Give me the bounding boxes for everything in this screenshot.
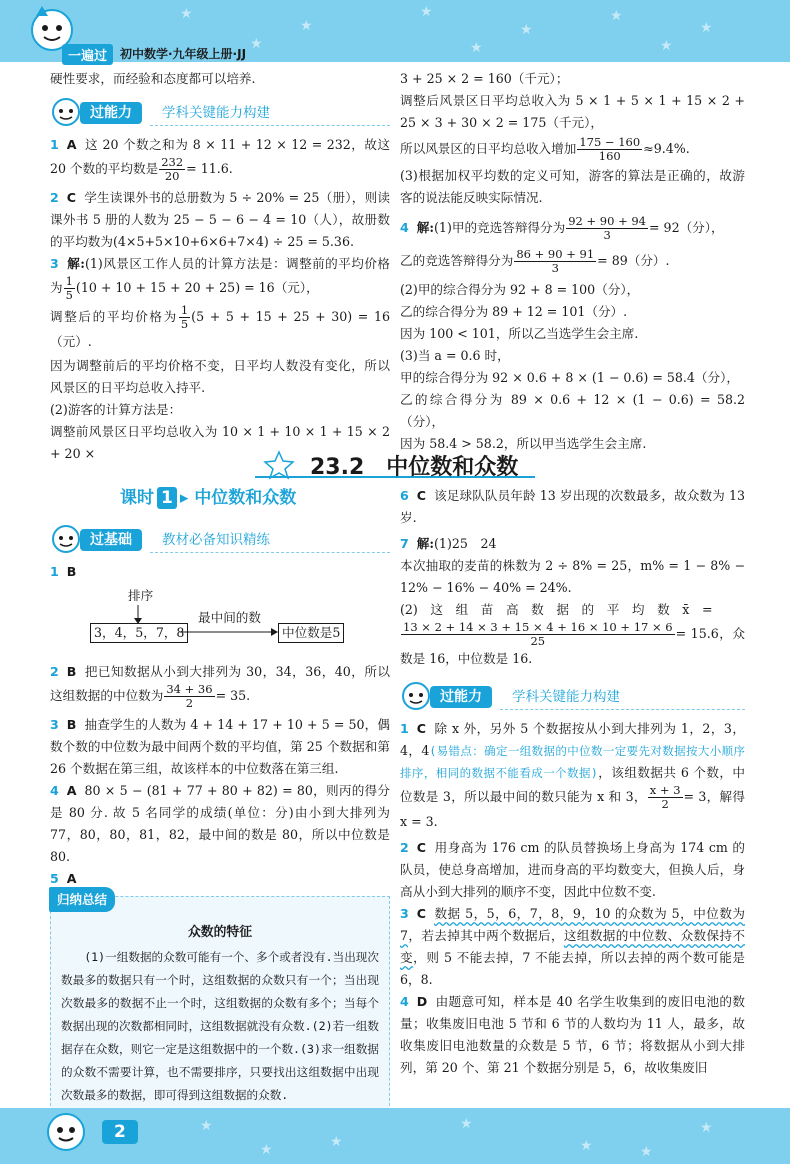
star-decoration-icon: ★	[700, 20, 713, 36]
answer-letter: D	[416, 994, 428, 1009]
fraction-denominator: 160	[598, 149, 621, 163]
star-decoration-icon: ★	[420, 4, 433, 20]
error-tip: (易错点：确定一组数据的中位数一定要先对数据按大小顺序排序，相同的数据不能看成一个数据)	[400, 744, 746, 780]
fraction	[566, 215, 648, 242]
q3-line-4: (2)游客的计算方法是：	[50, 402, 182, 417]
answer-letter: C	[66, 190, 77, 205]
summary-title: 众数的特征	[188, 925, 252, 940]
fraction	[64, 275, 75, 302]
star-decoration-icon: ★	[640, 1144, 653, 1160]
middle-number-label: 最中间的数	[198, 610, 261, 625]
fraction	[164, 683, 214, 710]
question-number: 1	[400, 721, 409, 736]
question-number: 4	[50, 783, 59, 798]
q4-line-8: 乙的综合得分为 89 × 0.6 + 12 × (1 − 0.6) = 58.2（分），	[400, 392, 745, 429]
question-number: 2	[50, 190, 59, 205]
summary-box	[50, 892, 390, 1116]
banner-subtitle: 教材必备知识精练	[162, 532, 270, 548]
answer-text: ≈9.4%.	[643, 141, 690, 156]
q4-line-3: (2)甲的综合得分为 92 + 8 = 100（分），	[400, 282, 640, 297]
ability-banner	[50, 94, 390, 128]
answer-text: (10 + 10 + 15 + 20 + 25) = 16（元），	[75, 280, 319, 295]
banner-divider	[150, 125, 390, 126]
sort-label: 排序	[128, 588, 154, 603]
q4-line-5: 因为 100 < 101，所以乙当选学生会主席.	[400, 326, 639, 341]
q3-line-2	[50, 304, 390, 353]
question-6	[400, 485, 745, 529]
star-decoration-icon: ★	[700, 1120, 713, 1136]
median-result-box: 中位数是5	[278, 623, 344, 643]
star-decoration-icon: ★	[580, 1138, 593, 1154]
answer-text: 用身高为 176 cm 的队员替换场上身高为 174 cm 的队员，使总身高增加，进而身高的平均数变大，但换人后，身高从小到大排列的顺序不变，因此中位数不变.	[400, 840, 745, 899]
basics-banner	[50, 521, 390, 555]
question-3	[50, 714, 390, 780]
answer-text: 把已知数据从小到大排列为 30，34，36，40，所以这组数据的中位数为	[50, 664, 390, 703]
q4-line-4: 乙的综合得分为 89 + 12 = 101（分）.	[400, 304, 628, 319]
median-diagram	[50, 585, 390, 657]
fraction	[159, 156, 185, 183]
fraction	[401, 621, 675, 648]
answer-text: (1)风景区工作人员的计算方法是：调整前的平均价格为	[50, 256, 390, 295]
star-decoration-icon: ★	[660, 38, 673, 54]
fraction-numerator: 1	[65, 274, 73, 288]
ability-question-2	[400, 837, 745, 903]
answer-text: (1)25 24	[434, 536, 497, 551]
answer-letter: B	[66, 664, 77, 679]
answer-text: 调整后的平均价格为	[50, 309, 178, 324]
answer-letter: C	[416, 840, 427, 855]
answer-text: = 92（分），	[649, 220, 724, 235]
question-number: 3	[50, 717, 59, 732]
fraction-numerator: 175 − 160	[579, 135, 641, 149]
answer-text: = 35.	[215, 688, 251, 703]
star-decoration-icon: ★	[470, 40, 483, 56]
answer-letter: C	[416, 721, 427, 736]
question-number: 2	[50, 664, 59, 679]
question-4	[50, 780, 390, 868]
answer-letter: A	[66, 783, 77, 798]
q4-line-2	[400, 248, 745, 275]
lesson-title	[50, 485, 390, 517]
fraction-denominator: 2	[661, 797, 669, 811]
section-name: 中位数和众数	[386, 455, 519, 480]
conclusion-line: (3)根据加权平均数的定义可知，游客的算法是正确的，故游客的说法能反映实际情况.	[400, 168, 745, 205]
star-decoration-icon: ★	[300, 18, 313, 34]
answer-text: 除 x 外，另外 5 个数据按从小到大排列为 1，2，3，4，4	[400, 721, 745, 758]
question-1	[50, 134, 390, 183]
question-number: 1	[50, 137, 59, 152]
section-heading	[310, 450, 518, 481]
play-arrow-icon: ▸	[179, 488, 189, 508]
banner-subtitle: 学科关键能力构建	[512, 689, 620, 705]
answer-text: 学生读课外书的总册数为 5 ÷ 20% = 25（册），则读课外书 5 册的人数为 25 − 5 − 6 − 4 = 10（人），故册数的平均数为(4×5+5×10+6×6+7×4) ÷ 25 = 5.36.	[50, 190, 390, 249]
answer-text: = 11.6.	[186, 161, 233, 176]
star-decoration-icon: ★	[260, 1142, 273, 1158]
q7-line-3: (2) 这 组 苗 高 数 据 的 平 均 数 x̄ =	[400, 602, 713, 617]
question-number: 3	[400, 906, 409, 921]
section-number: 23.2	[310, 455, 365, 480]
answer-letter: C	[416, 488, 427, 503]
star-decoration-icon: ★	[250, 36, 263, 52]
solution-label: 解:	[66, 256, 85, 271]
fraction-numerator: 1	[180, 303, 189, 317]
continued-line: 调整后风景区日平均总收入为 5 × 1 + 5 × 1 + 15 × 2 + 25 × 3 + 30 × 2 = 175（千元），	[400, 93, 745, 130]
left-bottom-column	[50, 485, 390, 1116]
banner-label: 过能力	[80, 102, 142, 124]
sorted-data-box: 3，4，5，7，8	[90, 623, 188, 643]
banner-subtitle: 学科关键能力构建	[162, 105, 270, 121]
question-number: 1	[50, 564, 59, 579]
fraction	[179, 304, 190, 331]
answer-letter: A	[66, 137, 77, 152]
fraction-denominator: 5	[65, 288, 73, 302]
q7-line-4	[400, 621, 745, 670]
fraction-numerator: x + 3	[649, 783, 681, 797]
star-decoration-icon: ★	[610, 8, 623, 24]
fraction-numerator: 13 × 2 + 14 × 3 + 15 × 4 + 16 × 10 + 17 × 6	[403, 620, 673, 634]
increase-line	[400, 136, 745, 163]
question-number: 2	[400, 840, 409, 855]
answer-text: (1)甲的竞选答辩得分为	[434, 220, 566, 235]
banner-divider	[500, 709, 745, 710]
answer-text: = 3，解得 x = 3.	[400, 789, 745, 829]
solution-label: 解:	[416, 220, 435, 235]
question-2	[50, 661, 390, 710]
banner-divider	[150, 552, 390, 553]
answer-letter: A	[66, 871, 77, 886]
fraction	[577, 136, 642, 163]
answer-text: 抽查学生的人数为 4 + 14 + 17 + 10 + 5 = 50，偶数个数的中位数为最中间两个数的平均值，第 25 个数据和第 26 个数据在第三组，故该样本的中位数落在第三组.	[50, 717, 390, 776]
continued-line: 3 + 25 × 2 = 160（千元）；	[400, 71, 569, 86]
question-2	[50, 187, 390, 253]
header-band	[0, 0, 790, 62]
star-decoration-icon: ★	[460, 1116, 473, 1132]
answer-letter: B	[66, 564, 77, 579]
fraction	[514, 248, 596, 275]
answer-text: = 89（分）.	[597, 253, 670, 268]
answer-text: 由题意可知，样本是 40 名学生收集到的废旧电池的数量；收集废旧电池 5 节和 6 节的人数均为 11 人，最多，故收集废旧电池数量的众数是 5 节，6 节；将数据从小到大排列，第 20 个、第 21 个数据分别是 5，6，故收集废旧	[400, 994, 745, 1075]
answer-text: 这 20 个数之和为 8 × 11 + 12 × 12 = 232，故这 20 个数的平均数是	[50, 137, 390, 176]
summary-tag: 归纳总结	[49, 887, 115, 912]
brand-name: 一遍过	[62, 44, 113, 65]
lesson-name: 中位数和众数	[194, 488, 297, 508]
answer-letter: B	[66, 717, 77, 732]
fraction-denominator: 3	[551, 261, 559, 275]
ability-question-1	[400, 718, 745, 833]
section-title	[0, 450, 790, 480]
intro-text: 硬性要求，而经验和态度都可以培养.	[50, 71, 256, 86]
banner-label: 过能力	[430, 686, 492, 708]
answer-text: 该足球队队员年龄 13 岁出现的次数最多，故众数为 13 岁.	[400, 488, 745, 525]
q3-line-5: 调整前风景区日平均总收入为 10 × 1 + 10 × 1 + 15 × 2 + 20 ×	[50, 424, 390, 461]
fraction-denominator: 25	[530, 634, 546, 648]
star-decoration-icon: ★	[200, 1118, 213, 1134]
answer-text: = 15.6，众数是 16，中位数是 16.	[400, 626, 745, 666]
left-top-column	[50, 68, 390, 465]
question-number: 5	[50, 871, 59, 886]
ability-question-3	[400, 903, 745, 991]
fraction-denominator: 5	[180, 317, 189, 331]
q3-line-3: 因为调整前后的平均价格不变，日平均人数没有变化，所以风景区的日平均总收入持平.	[50, 358, 390, 395]
fraction-numerator: 86 + 90 + 91	[516, 247, 595, 261]
fraction	[648, 784, 683, 811]
fraction-numerator: 34 + 36	[166, 682, 213, 696]
question-number: 4	[400, 994, 409, 1009]
question-number: 7	[400, 536, 409, 551]
star-decoration-icon: ★	[180, 6, 193, 22]
q4-line-9: 因为 58.4 > 58.2，所以甲当选学生会主席.	[400, 436, 647, 451]
question-number: 3	[50, 256, 59, 271]
answer-text: 所以风景区的日平均总收入增加	[400, 141, 577, 156]
answer-text: ，若去掉其中两个数据后，	[408, 928, 564, 943]
answer-text: ，该组数据共 6 个数，中位数是 3，所以最中间的数只能为 x 和 3，	[400, 765, 745, 804]
q4-line-7: 甲的综合得分为 92 × 0.6 + 8 × (1 − 0.6) = 58.4（分），	[400, 370, 740, 385]
question-3	[50, 253, 390, 302]
right-bottom-column	[400, 485, 745, 1079]
fraction-denominator: 20	[164, 169, 180, 183]
banner-label: 过基础	[80, 529, 142, 551]
fraction-denominator: 3	[603, 228, 611, 242]
q4-line-6: (3)当 a = 0.6 时，	[400, 348, 510, 363]
page-number: 2	[102, 1120, 138, 1144]
book-subject: 初中数学·九年级上册·JJ	[120, 47, 247, 61]
star-decoration-icon: ★	[520, 22, 533, 38]
mascot-logo-icon	[36, 1104, 96, 1160]
question-7	[400, 533, 745, 555]
fraction-numerator: 92 + 90 + 94	[568, 214, 646, 228]
underlined-text: 数据 5，5，6，7，8，9，10 的众数为 5，中位数为 7	[400, 906, 745, 943]
q7-line-2: 本次抽取的麦苗的株数为 2 ÷ 8% = 25，m% = 1 − 8% − 12% − 16% − 40% = 24%.	[400, 558, 745, 595]
underlined-text: 这组数据的中位数、众数保持不变	[400, 928, 746, 965]
answer-text: 80 × 5 − (81 + 77 + 80 + 82) = 80，则丙的得分是 80 分. 故 5 名同学的成绩(单位：分)由小到大排列为 77，80，80，81，82，最中间的数是 80，所以中位数是 80.	[50, 783, 390, 864]
answer-letter: C	[416, 906, 427, 921]
solution-label: 解:	[416, 536, 435, 551]
question-number: 4	[400, 220, 409, 235]
question-number: 6	[400, 488, 409, 503]
ability-banner	[400, 678, 745, 712]
question-1	[50, 561, 390, 583]
lesson-prefix: 课时	[120, 488, 154, 508]
right-top-column	[400, 68, 745, 455]
lesson-heading	[120, 487, 296, 509]
fraction-denominator: 2	[185, 696, 194, 710]
answer-text: ，则 5 不能去掉，7 不能去掉，所以去掉的两个数可能是 6，8.	[400, 950, 746, 987]
question-4	[400, 215, 745, 242]
answer-text: 乙的竞选答辩得分为	[400, 253, 514, 268]
answer-text: (5 + 5 + 15 + 25 + 30) = 16（元）.	[50, 309, 390, 349]
star-decoration-icon: ★	[330, 1134, 343, 1150]
summary-text: (1)一组数据的众数可能有一个、多个或者没有.当出现次数最多的数据只有一个时，这组数据的众数只有一个；当出现次数最多的数据不止一个时，这组数据的众数有多个；当每个数据出现的次数都相同时，这组数据就没有众数.(2)若一组数据存在众数，则它一定是这组数据中的一个数.(3)求一组数据的众数不需要计算，也不需要排序，只要找出这组数据中出现次数最多的数据，即可得到这组数据的众数.	[61, 950, 379, 1102]
fraction-numerator: 232	[161, 155, 184, 169]
lesson-number: 1	[157, 487, 177, 509]
ability-question-4	[400, 991, 745, 1079]
